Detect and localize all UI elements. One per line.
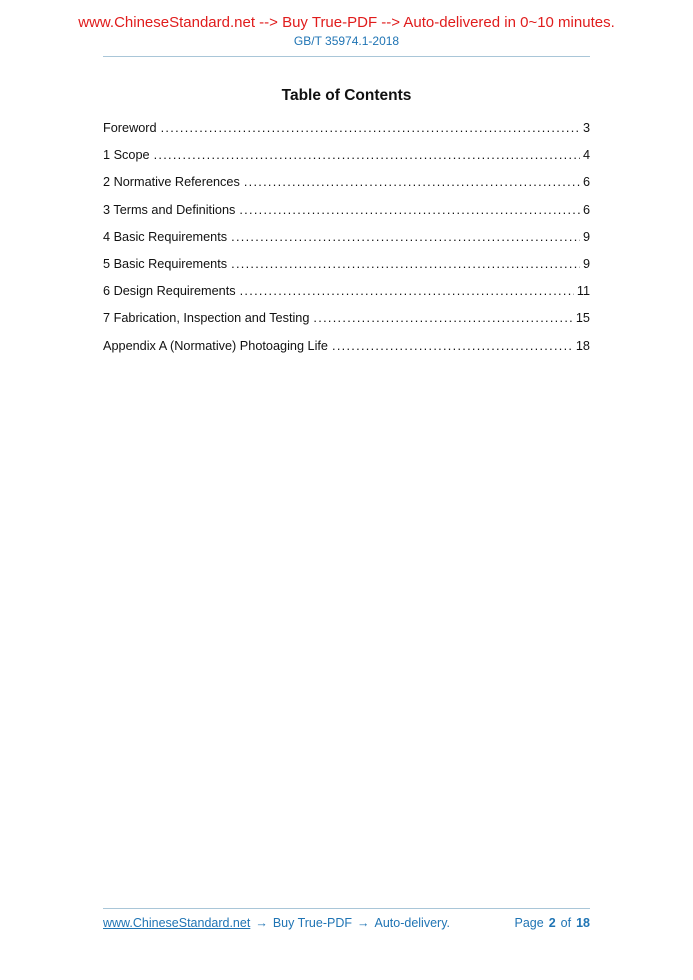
page-indicator: [515, 915, 591, 933]
toc-row-foreword: [103, 115, 590, 142]
toc-page-number: 6: [582, 202, 590, 217]
footer-promo: [103, 915, 450, 933]
toc-entry-label: 4 Basic Requirements: [103, 229, 228, 244]
page-indicator-current: 2: [548, 916, 556, 930]
toc-page-number: 18: [575, 338, 590, 353]
toc-row-basic-requirements-4: [103, 224, 590, 251]
toc-row-design-requirements: [103, 278, 590, 305]
toc-row-terms-definitions: [103, 197, 590, 224]
toc-row-scope: [103, 142, 590, 169]
right-arrow-icon: →: [357, 916, 370, 930]
toc-title: Table of Contents: [281, 87, 412, 104]
toc-page-number: 3: [582, 121, 590, 135]
toc-row-normative-references: [103, 169, 590, 196]
footer-site-link[interactable]: www.ChineseStandard.net: [103, 916, 251, 930]
toc-leader-dots: [154, 142, 580, 169]
toc-entry-label: Appendix A (Normative) Photoaging Life: [103, 338, 328, 353]
toc-leader-dots: [244, 169, 580, 196]
toc-page-number: 9: [582, 229, 590, 244]
toc-entry-label: 3 Terms and Definitions: [103, 202, 236, 217]
toc-entry-label: 7 Fabrication, Inspection and Testing: [103, 311, 310, 326]
toc-row-basic-requirements-5: [103, 251, 590, 278]
toc-leader-dots: [161, 115, 580, 142]
toc-leader-dots: [240, 278, 574, 305]
toc-row-appendix-a: [103, 333, 590, 360]
footer-delivery-text: Auto-delivery.: [374, 916, 450, 930]
page-indicator-label: Page: [514, 916, 544, 930]
toc-leader-dots: [231, 224, 580, 251]
toc-leader-dots: [239, 197, 580, 224]
toc-page-number: 4: [582, 148, 590, 163]
right-arrow-icon: →: [255, 916, 268, 930]
toc-row-fabrication-inspection-testing: [103, 305, 590, 332]
footer-divider: [103, 908, 590, 909]
toc-leader-dots: [231, 251, 580, 278]
standard-number: GB/T 35974.1-2018: [293, 34, 400, 48]
toc-page-number: 15: [575, 311, 590, 326]
toc-page-number: 9: [582, 256, 590, 271]
footer-buy-text: Buy True-PDF: [272, 916, 352, 930]
page-indicator-total: 18: [576, 916, 590, 930]
page-indicator-of: of: [560, 916, 572, 930]
toc-page-number: 11: [576, 284, 590, 299]
toc-page-number: 6: [582, 175, 590, 190]
toc-entry-label: 5 Basic Requirements: [103, 256, 228, 271]
toc-entry-label: 2 Normative References: [103, 175, 240, 190]
header-divider: [103, 56, 590, 57]
toc-list: [103, 115, 590, 360]
toc-entry-label: 6 Design Requirements: [103, 284, 236, 299]
toc-entry-label: 1 Scope: [103, 148, 150, 163]
toc-leader-dots: [332, 333, 573, 360]
toc-leader-dots: [313, 305, 572, 332]
page-footer: [103, 915, 590, 933]
top-promo-banner: www.ChineseStandard.net --> Buy True-PDF --> Auto-delivered in 0~10 minutes.: [78, 14, 615, 31]
toc-entry-label: Foreword: [103, 121, 157, 135]
